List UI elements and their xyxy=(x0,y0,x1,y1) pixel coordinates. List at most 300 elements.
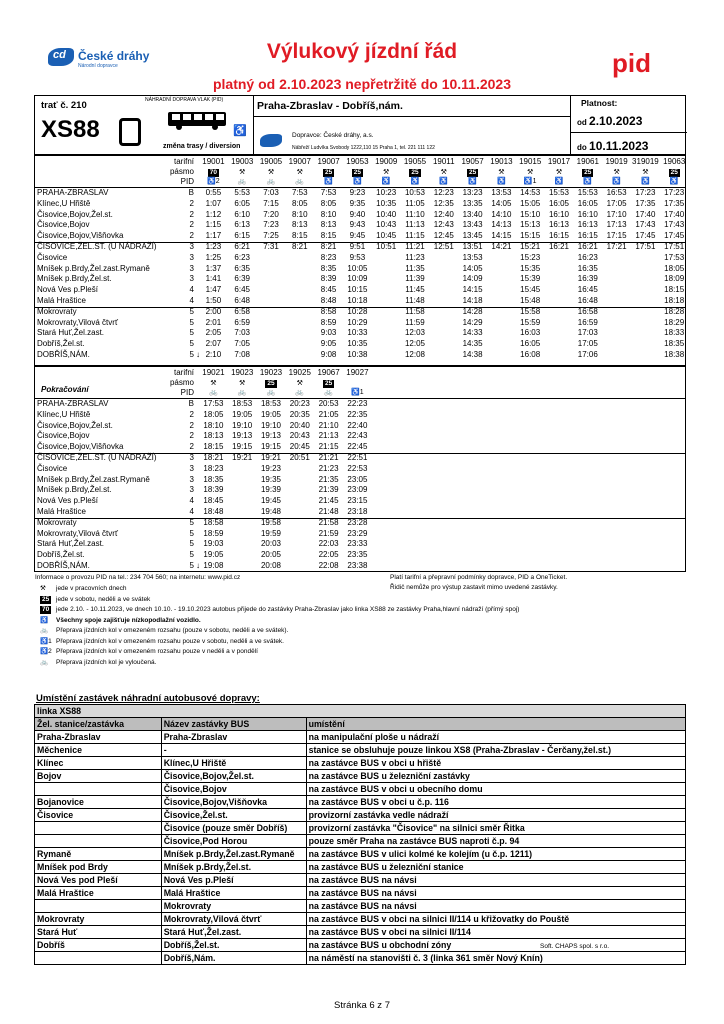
stops-row xyxy=(35,874,686,887)
departure-time: 19:23 xyxy=(260,463,281,473)
departure-time: 8:10 xyxy=(292,209,308,219)
stops-column-header: Název zastávky BUS xyxy=(161,718,306,731)
departure-time: 15:59 xyxy=(520,317,541,327)
departure-time: 9:35 xyxy=(349,198,366,208)
stops-heading: Umístění zastávek náhradní autobusové dopravy: xyxy=(36,693,260,704)
departure-time: 16:08 xyxy=(520,350,541,359)
service-code xyxy=(602,167,631,177)
departure-time xyxy=(228,518,257,528)
departure-time: 22:08 xyxy=(318,561,339,570)
stops-cell: Čisovice,Bojov,Višňovka xyxy=(161,796,306,809)
departure-time: 6:35 xyxy=(234,263,250,273)
departure-time: 8:15 xyxy=(320,231,337,241)
departure-time: 23:28 xyxy=(347,517,368,527)
departure-time: 23:15 xyxy=(347,496,368,506)
departure-time xyxy=(372,296,401,306)
departure-time: 17:05 xyxy=(577,339,598,349)
station-zone: 3 xyxy=(189,274,194,284)
departure-time: 18:53 xyxy=(232,399,253,408)
stops-cell: Čisovice,Bojov,Žel.st. xyxy=(161,770,306,783)
departure-time: 15:45 xyxy=(520,285,541,295)
departure-time: 12:08 xyxy=(404,350,425,359)
departure-time: 17:43 xyxy=(664,220,685,230)
service-code xyxy=(660,167,689,177)
departure-time xyxy=(228,464,257,474)
departure-time: 10:28 xyxy=(347,306,368,316)
stops-cell: na zastávce BUS u obchodní zóny xyxy=(306,939,685,952)
departure-time: 10:09 xyxy=(347,274,368,284)
departure-time: 8:59 xyxy=(320,317,337,327)
stops-cell: na zastávce BUS v obci u č.p. 116 xyxy=(306,796,685,809)
service-code xyxy=(487,167,516,177)
departure-time: 16:21 xyxy=(577,242,598,251)
departure-time: 19:10 xyxy=(260,420,281,430)
pid-symbol: 🚲 xyxy=(237,389,247,396)
departure-time: 14:05 xyxy=(491,198,512,208)
pid-symbol: ♿ xyxy=(497,178,506,185)
stops-cell: Praha-Zbraslav xyxy=(35,731,162,744)
departure-time: 19:08 xyxy=(203,561,224,570)
departure-time: 17:35 xyxy=(635,198,656,208)
train-number: 19063 xyxy=(663,157,686,166)
departure-time: 10:43 xyxy=(376,220,397,230)
train-number: 19017 xyxy=(547,157,571,166)
train-number: 19055 xyxy=(403,157,427,166)
departure-time: 19:15 xyxy=(232,442,253,452)
station-zone: 2 xyxy=(189,431,194,441)
service-code xyxy=(199,378,228,388)
departure-time xyxy=(429,350,458,360)
departure-time: 10:53 xyxy=(404,188,425,197)
departure-time: 16:05 xyxy=(520,339,541,349)
departure-time: 7:05 xyxy=(234,339,250,349)
departure-time: 10:51 xyxy=(376,242,397,251)
departure-time: 13:45 xyxy=(462,231,483,241)
departure-time: 13:53 xyxy=(491,188,512,197)
station-name: Mníšek p.Brdy,Žel.st. xyxy=(37,485,112,495)
departure-time: 1:15 xyxy=(205,220,222,230)
service-code-symbol: 25 xyxy=(670,169,678,176)
stops-cell: Měchenice xyxy=(35,744,162,757)
stops-cell: Čisovice (pouze směr Dobříš) xyxy=(161,822,306,835)
departure-time: 11:48 xyxy=(405,296,425,305)
note-text: Přeprava jízdních kol v omezeném rozsahu (pouze v sobotu, neděli a ve svátek). xyxy=(56,627,289,634)
departure-time xyxy=(487,274,516,284)
departure-time: 19:21 xyxy=(260,453,281,462)
departure-time: 18:10 xyxy=(203,420,224,430)
service-code xyxy=(314,378,343,388)
note-code: 70 xyxy=(42,606,50,613)
departure-time xyxy=(602,318,631,328)
departure-time: 21:23 xyxy=(318,463,339,473)
pid-symbol: 🚲 xyxy=(266,389,276,396)
departure-time xyxy=(545,318,574,328)
departure-time: 8:45 xyxy=(320,285,337,295)
departure-time: 17:40 xyxy=(664,209,685,219)
departure-time: 11:45 xyxy=(405,285,425,295)
departure-time xyxy=(602,307,631,317)
departure-time: 7:03 xyxy=(263,188,279,197)
service-code xyxy=(631,167,660,177)
departure-time: 18:15 xyxy=(664,285,685,295)
departure-time: 1:23 xyxy=(205,242,222,251)
pid-symbol: ♿ xyxy=(669,178,679,185)
departure-time: 18:28 xyxy=(664,306,685,316)
departure-time: 2:05 xyxy=(205,328,222,338)
departure-time xyxy=(285,253,314,263)
departure-time xyxy=(631,307,660,317)
departure-time: 8:48 xyxy=(320,296,337,305)
departure-time xyxy=(257,339,286,349)
departure-time xyxy=(257,318,286,328)
note-text: jede v sobotu, neděli a ve svátek xyxy=(56,595,151,603)
service-code-symbol: ⚒ xyxy=(267,169,275,176)
departure-time: 19:05 xyxy=(203,550,224,560)
stops-cell: na zastávce BUS v ulici kolmé ke kolejím (u č.p. 1211) xyxy=(306,848,685,861)
departure-time xyxy=(257,274,286,284)
departure-time: 17:51 xyxy=(635,242,656,251)
departure-time: 20:53 xyxy=(318,399,339,408)
departure-time: 21:05 xyxy=(318,409,339,419)
departure-time: 10:23 xyxy=(376,188,397,197)
service-code-symbol: 25 xyxy=(411,169,419,176)
train-number: 19003 xyxy=(231,157,254,166)
departure-time: 17:03 xyxy=(577,328,598,338)
departure-time: 2:00 xyxy=(205,306,222,316)
departure-time: 15:53 xyxy=(577,188,598,197)
departure-time xyxy=(545,253,574,263)
departure-time xyxy=(631,318,660,328)
train-number: 19053 xyxy=(346,157,369,166)
stops-row xyxy=(35,848,686,861)
departure-time: 7:15 xyxy=(263,198,279,208)
dopravce: Dopravce: České dráhy, a.s. xyxy=(292,132,374,139)
departure-time: 6:05 xyxy=(234,198,250,208)
departure-time: 16:59 xyxy=(577,317,598,327)
departure-time: 2:10 xyxy=(205,350,222,359)
departure-time xyxy=(285,529,314,539)
departure-time: 15:58 xyxy=(520,306,541,316)
departure-time: 17:45 xyxy=(635,231,656,241)
stops-cell: na zastávce BUS v obci na silnici II/114 xyxy=(306,926,685,939)
note-symbol: ♿ xyxy=(40,616,49,624)
stops-row xyxy=(35,887,686,900)
departure-time xyxy=(631,274,660,284)
pid-symbol: ♿ xyxy=(583,178,593,185)
departure-time xyxy=(602,328,631,338)
departure-time: 15:10 xyxy=(520,209,541,219)
brand-name: České dráhy xyxy=(78,49,150,63)
departure-time xyxy=(285,274,314,284)
stops-cell: Malá Hraštice xyxy=(161,887,306,900)
header-label: pásmo xyxy=(169,378,194,387)
departure-time: 1:50 xyxy=(205,296,222,305)
departure-time xyxy=(429,274,458,284)
departure-time xyxy=(602,339,631,349)
departure-time xyxy=(228,507,257,517)
departure-time xyxy=(372,307,401,317)
station-zone: 3 xyxy=(189,242,194,251)
departure-time xyxy=(372,328,401,338)
stops-cell: na zastávce BUS u železniční zastávky xyxy=(306,770,685,783)
station-zone: 5 xyxy=(189,561,194,570)
brand-subtitle: Národní dopravce xyxy=(78,63,118,69)
down-arrow-icon: ↓ xyxy=(196,561,200,570)
train-number: 19007 xyxy=(288,157,311,166)
departure-time: 14:53 xyxy=(520,188,541,197)
stops-row xyxy=(35,770,686,783)
departure-time: 21:21 xyxy=(318,453,339,462)
stops-column-header: umístění xyxy=(306,718,685,731)
departure-time: 14:18 xyxy=(462,296,483,305)
departure-time: 23:05 xyxy=(347,474,368,484)
departure-time: 8:23 xyxy=(320,252,337,262)
service-code-symbol: ⚒ xyxy=(296,169,303,176)
departure-time: 23:33 xyxy=(347,539,368,549)
note-text: Všechny spoje zajišťuje nízkopodlažní vozidlo. xyxy=(56,616,201,624)
departure-time xyxy=(257,350,286,360)
stops-cell: na zastávce BUS v obci u obecního domu xyxy=(306,783,685,796)
departure-time: 9:45 xyxy=(349,231,366,241)
departure-time: 6:21 xyxy=(234,242,250,251)
stops-row xyxy=(35,783,686,796)
departure-time: 21:58 xyxy=(318,517,339,527)
departure-time: 10:35 xyxy=(347,339,368,349)
departure-time: 17:35 xyxy=(664,198,685,208)
station-name: Čisovice,Bojov,Žel.st. xyxy=(37,420,113,430)
departure-time: 10:40 xyxy=(376,209,397,219)
down-arrow-icon: ↓ xyxy=(196,350,200,359)
departure-time: 18:39 xyxy=(203,485,224,495)
departure-time xyxy=(372,253,401,263)
departure-time xyxy=(429,264,458,274)
departure-time: 1:17 xyxy=(205,231,222,241)
departure-time xyxy=(631,285,660,295)
departure-time xyxy=(487,264,516,274)
departure-time xyxy=(429,253,458,263)
note-symbol xyxy=(40,595,51,606)
info-driver: Řidič nemůže pro výstup zastavit mimo uvedené zastávky. xyxy=(390,584,558,591)
stops-cell: pouze směr Praha na zastávce BUS naproti č.p. 94 xyxy=(306,835,685,848)
departure-time: 22:53 xyxy=(347,463,368,473)
departure-time xyxy=(285,475,314,485)
service-code-symbol: ⚒ xyxy=(527,169,534,176)
stops-cell xyxy=(35,822,162,835)
stops-cell: Dobříš xyxy=(35,939,162,952)
service-code-symbol: 25 xyxy=(267,380,275,387)
stops-cell: na zastávce BUS u železniční stanice xyxy=(306,861,685,874)
note-code: 25 xyxy=(42,595,50,603)
departure-time: 10:05 xyxy=(347,263,368,273)
departure-time xyxy=(372,318,401,328)
departure-time: 1:25 xyxy=(205,252,222,262)
pid-symbol: ♿2 xyxy=(207,178,220,185)
station-name: Mokrovraty,Vilová čtvrť xyxy=(37,528,118,538)
departure-time: 9:23 xyxy=(349,188,366,197)
departure-time: 6:15 xyxy=(234,231,250,241)
departure-time xyxy=(429,339,458,349)
pid-logo: pid xyxy=(612,48,651,78)
pid-symbol: ♿ xyxy=(439,178,449,185)
departure-time: 14:05 xyxy=(462,263,483,273)
departure-time: 16:13 xyxy=(577,220,598,230)
departure-time: 19:05 xyxy=(232,409,253,419)
departure-time: 18:15 xyxy=(203,442,224,452)
departure-time: 21:10 xyxy=(318,420,339,430)
station-name: Mníšek p.Brdy,Žel.zast.Rymaně xyxy=(37,263,150,273)
pid-symbol: ♿ xyxy=(641,178,650,185)
departure-time: 18:45 xyxy=(203,496,224,506)
departure-time xyxy=(545,328,574,338)
departure-time xyxy=(285,550,314,560)
pid-symbol: ♿ xyxy=(410,178,420,185)
departure-time: 12:45 xyxy=(433,231,454,241)
departure-time xyxy=(487,328,516,338)
departure-time: 18:53 xyxy=(260,399,281,408)
stops-cell xyxy=(35,783,162,796)
stops-line-label: linka XS88 xyxy=(35,705,686,718)
service-code xyxy=(257,378,286,388)
stops-row xyxy=(35,900,686,913)
train-number: 319019 xyxy=(632,157,659,166)
info-contact: Informace o provozu PID na tel.: 234 704 560; na internetu: www.pid.cz xyxy=(35,574,241,581)
train-number: 19001 xyxy=(202,157,225,166)
note-symbol: ⚒ xyxy=(40,585,46,592)
stops-row xyxy=(35,796,686,809)
departure-time: 20:23 xyxy=(289,399,310,408)
departure-time: 11:13 xyxy=(405,220,425,230)
station-name: DOBŘÍŠ,NÁM. xyxy=(37,350,90,359)
departure-time xyxy=(257,264,286,274)
departure-time: 12:35 xyxy=(433,198,454,208)
departure-time: 16:15 xyxy=(548,231,569,241)
departure-time: 11:39 xyxy=(405,274,425,284)
departure-time: 17:51 xyxy=(664,242,685,251)
stops-cell xyxy=(35,900,162,913)
station-zone: 5 xyxy=(189,306,194,316)
departure-time: 16:10 xyxy=(548,209,569,219)
station-name: Malá Hraštice xyxy=(37,507,86,516)
stops-cell: Mníšek p.Brdy,Žel.zast.Rymaně xyxy=(161,848,306,861)
departure-time: 18:21 xyxy=(203,453,224,462)
departure-time: 19:45 xyxy=(260,496,281,506)
service-code xyxy=(314,167,343,177)
train-number: 19009 xyxy=(375,157,398,166)
departure-time: 7:23 xyxy=(263,220,279,230)
departure-time: 22:05 xyxy=(318,550,339,560)
station-name: Dobříš,Žel.st. xyxy=(37,339,85,349)
platnost-od: od 2.10.2023 xyxy=(577,114,643,128)
timetable-part-2 xyxy=(34,366,686,572)
departure-time: 19:39 xyxy=(260,485,281,495)
station-name: Čisovice,Bojov xyxy=(37,220,90,230)
departure-time: 20:51 xyxy=(289,453,310,462)
departure-time: 16:45 xyxy=(577,285,598,295)
station-name: Nová Ves p.Pleší xyxy=(37,496,98,506)
service-code xyxy=(343,167,372,177)
departure-time: 5:53 xyxy=(234,188,250,197)
departure-time: 16:58 xyxy=(577,306,598,316)
stops-row xyxy=(35,822,686,835)
service-code-symbol: ⚒ xyxy=(383,169,390,176)
station-name: Dobříš,Žel.st. xyxy=(37,550,85,560)
station-zone: 4 xyxy=(189,496,194,506)
station-name: Malá Hraštice xyxy=(37,296,86,305)
departure-time xyxy=(228,475,257,485)
timetable-part-1 xyxy=(34,155,686,366)
departure-time xyxy=(545,285,574,295)
departure-time: 6:48 xyxy=(234,296,250,305)
departure-time: 10:38 xyxy=(347,350,368,359)
note-text: jede 2.10. - 10.11.2023, ve dnech 10.10. - 19.10.2023 autobus přijede do zastávky Praha-Zbraslav jako linka XS88 ze zastávky Praha,hlavní nádraží (přímý spoj) xyxy=(56,606,520,613)
station-zone: 5 xyxy=(189,328,194,338)
stops-cell: Nová Ves pod Pleší xyxy=(35,874,162,887)
departure-time xyxy=(429,318,458,328)
departure-time: 8:15 xyxy=(292,231,308,241)
departure-time: 16:05 xyxy=(548,198,569,208)
pid-symbol: 🚲 xyxy=(237,178,247,185)
departure-time: 8:21 xyxy=(320,242,337,251)
departure-time: 1:47 xyxy=(205,285,222,295)
stops-row xyxy=(35,731,686,744)
station-zone: 4 xyxy=(189,296,194,305)
service-code xyxy=(573,167,602,177)
service-code-symbol: ⚒ xyxy=(642,169,649,176)
station-zone: 5 xyxy=(189,317,194,327)
departure-time: 20:35 xyxy=(289,409,310,419)
departure-time: 18:18 xyxy=(664,296,685,305)
note-text: Přeprava jízdních kol je vyloučená. xyxy=(56,658,157,666)
departure-time xyxy=(285,485,314,495)
departure-time: 17:13 xyxy=(606,220,627,230)
departure-time: 7:20 xyxy=(263,209,279,219)
departure-time: 23:18 xyxy=(347,507,368,516)
station-zone: 3 xyxy=(189,252,194,262)
station-zone: B xyxy=(188,188,194,197)
departure-time: 22:23 xyxy=(347,399,368,408)
departure-time: 9:40 xyxy=(349,209,366,219)
bus-icon xyxy=(167,110,229,132)
departure-time: 14:29 xyxy=(462,317,483,327)
stops-cell: Mokrovraty xyxy=(161,900,306,913)
station-zone: 2 xyxy=(189,409,194,419)
note-text: jede v pracovních dnech xyxy=(56,585,127,592)
departure-time: 11:05 xyxy=(405,198,425,208)
departure-time xyxy=(228,539,257,549)
departure-time xyxy=(372,350,401,360)
departure-time: 21:45 xyxy=(318,496,339,506)
departure-time: 15:48 xyxy=(520,296,541,305)
dopravce-address: Nábřeží Ludvíka Svobody 1222,110 15 Praha 1, tel. 221 111 122 xyxy=(292,145,435,151)
pid-symbol: ♿ xyxy=(612,178,621,185)
station-zone: 2 xyxy=(189,198,194,208)
departure-time: 23:29 xyxy=(347,528,368,538)
departure-time: 17:43 xyxy=(635,220,656,230)
departure-time: 14:33 xyxy=(462,328,483,338)
departure-time: 20:45 xyxy=(289,442,310,452)
departure-time xyxy=(545,307,574,317)
stops-cell: Čisovice,Bojov xyxy=(161,783,306,796)
departure-time: 17:53 xyxy=(664,252,685,262)
stops-cell: provizorní zastávka "Čisovice" na silnici směr Řitka xyxy=(306,822,685,835)
service-code-symbol: ⚒ xyxy=(239,169,246,176)
departure-time xyxy=(285,518,314,528)
stops-column-header: Žel. stanice/zastávka xyxy=(35,718,162,731)
departure-time: 16:10 xyxy=(577,209,598,219)
info-tariff: Platí tarifní a přepravní podmínky dopravce, PID a OneTicket. xyxy=(390,574,568,581)
departure-time: 19:58 xyxy=(260,517,281,527)
train-number: 19025 xyxy=(288,368,311,377)
